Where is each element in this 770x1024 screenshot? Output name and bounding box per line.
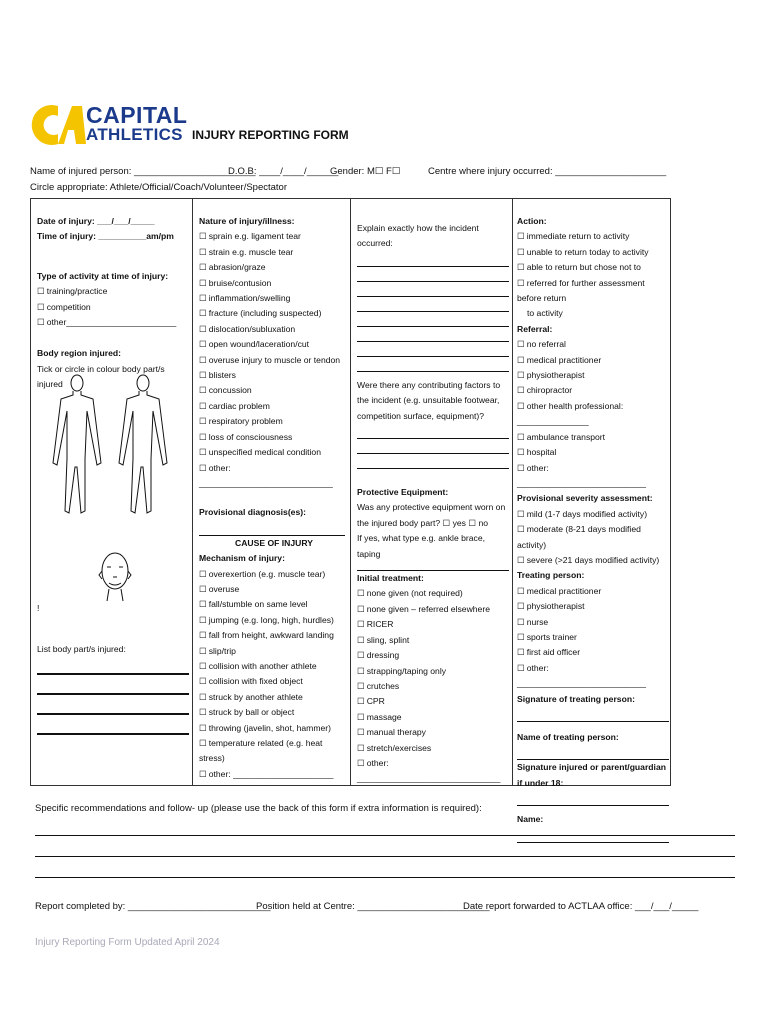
initial-item[interactable]: ☐ RICER (357, 617, 509, 632)
mechanism-item[interactable]: ☐ fall/stumble on same level (199, 597, 349, 612)
name-treating-line[interactable] (517, 745, 669, 760)
centre-field[interactable]: Centre where injury occurred: _____________________ (428, 166, 667, 177)
initial-item[interactable]: ☐ crutches (357, 679, 509, 694)
initial-item[interactable]: ☐ manual therapy (357, 725, 509, 740)
mechanism-item[interactable]: ☐ collision with fixed object (199, 674, 349, 689)
col-incident (357, 221, 509, 787)
initial-item[interactable]: ☐ strapping/taping only (357, 664, 509, 679)
nature-item[interactable]: ☐ open wound/laceration/cut (199, 337, 349, 352)
mechanism-item[interactable]: ☐ overexertion (e.g. muscle tear) (199, 567, 349, 582)
activity-training-checkbox[interactable]: ☐ training/practice (37, 284, 189, 299)
initial-item[interactable]: ☐ massage (357, 710, 509, 725)
col-nature (199, 214, 349, 782)
activity-other-checkbox[interactable]: ☐ other_______________________ (37, 315, 189, 330)
col-injury-info (37, 214, 189, 393)
nature-item[interactable]: ☐ abrasion/graze (199, 260, 349, 275)
sig-treating-label: Signature of treating person: (517, 693, 635, 704)
initial-item[interactable]: ☐ sling, splint (357, 633, 509, 648)
body-region-note: Tick or circle in colour body part/s injured (37, 363, 165, 390)
report-completed-field[interactable]: Report completed by: ___________________________ (35, 901, 271, 912)
circle-appropriate: Circle appropriate: Athlete/Official/Coach/Volunteer/Spectator (30, 182, 287, 193)
severity-heading: Provisional severity assessment: (517, 493, 653, 504)
explain-lines[interactable] (357, 252, 509, 372)
exclamation-mark: ! (37, 603, 40, 613)
action-item[interactable]: ☐ able to return but chose not to (517, 260, 669, 275)
form-title: INJURY REPORTING FORM (192, 128, 349, 142)
sig-treating-line[interactable] (517, 707, 669, 722)
referral-item[interactable]: ☐ other health professional: _______________ (517, 399, 669, 430)
logo-line2: ATHLETICS (86, 125, 183, 144)
factors-label: Were there any contributing factors to the incident (e.g. unsuitable footwear, competition surface, equipment)? (357, 379, 501, 421)
referral-heading: Referral: (517, 323, 553, 334)
name-treating-label: Name of treating person: (517, 732, 619, 742)
initial-item[interactable]: ☐ CPR (357, 694, 509, 709)
severity-item[interactable]: ☐ severe (>21 days modified activity) (517, 553, 669, 568)
mechanism-item[interactable]: ☐ collision with another athlete (199, 659, 349, 674)
nature-item[interactable]: ☐ dislocation/subluxation (199, 322, 349, 337)
mechanism-item[interactable]: ☐ fall from height, awkward landing (199, 628, 349, 643)
date-of-injury[interactable]: Date of injury: ___/___/_____ (37, 216, 155, 226)
nature-item[interactable]: ☐ respiratory problem (199, 414, 349, 429)
diagnosis-heading: Provisional diagnosis(es): (199, 507, 306, 518)
protective-type: If yes, what type e.g. ankle brace, taping (357, 533, 486, 559)
protective-line[interactable] (357, 562, 509, 571)
referral-item[interactable]: ☐ ambulance transport (517, 430, 669, 445)
action-item[interactable]: ☐ immediate return to activity (517, 229, 669, 244)
mechanism-item[interactable]: ☐ throwing (javelin, shot, hammer) (199, 721, 349, 736)
mechanism-item[interactable]: ☐ struck by ball or object (199, 705, 349, 720)
initial-heading: Initial treatment: (357, 573, 424, 584)
date-forwarded-field[interactable]: Date report forwarded to ACTLAA office: ___/___/_____ (463, 901, 699, 912)
factors-lines[interactable] (357, 424, 509, 469)
footer-note: Injury Reporting Form Updated April 2024 (35, 937, 220, 948)
mechanism-item[interactable]: ☐ jumping (e.g. long, high, hurdles) (199, 613, 349, 628)
cause-heading: CAUSE OF INJURY (235, 537, 313, 548)
nature-item[interactable]: ☐ unspecified medical condition (199, 445, 349, 460)
time-of-injury[interactable]: Time of injury: __________am/pm (37, 231, 174, 242)
treating-item[interactable]: ☐ first aid officer (517, 645, 669, 660)
initial-item[interactable]: ☐ none given (not required) (357, 586, 509, 601)
action-item[interactable]: ☐ unable to return today to activity (517, 245, 669, 260)
gender-field[interactable]: Gender: M☐ F☐ (330, 166, 401, 177)
sig-injured-line[interactable] (517, 791, 669, 806)
nature-item[interactable]: ☐ blisters (199, 368, 349, 383)
activity-heading: Type of activity at time of injury: (37, 270, 169, 281)
initial-item[interactable]: ☐ other: ______________________________ (357, 756, 509, 787)
mechanism-item[interactable]: ☐ struck by another athlete (199, 690, 349, 705)
position-field[interactable]: Position held at Centre: _________________________ (256, 901, 490, 912)
diagnosis-line[interactable] (199, 521, 345, 536)
body-region-heading: Body region injured: (37, 348, 122, 359)
severity-item[interactable]: ☐ mild (1-7 days modified activity) (517, 507, 669, 522)
nature-item[interactable]: ☐ concussion (199, 383, 349, 398)
injured-name-field[interactable]: Name of injured person: _______________________ (30, 166, 256, 177)
action-heading: Action: (517, 216, 547, 226)
nature-item[interactable]: ☐ cardiac problem (199, 399, 349, 414)
mechanism-heading: Mechanism of injury: (199, 553, 285, 564)
nature-item[interactable]: ☐ fracture (including suspected) (199, 306, 349, 321)
referral-item[interactable]: ☐ chiropractor (517, 383, 669, 398)
referral-item[interactable]: ☐ hospital (517, 445, 669, 460)
treating-item[interactable]: ☐ medical practitioner (517, 584, 669, 599)
nature-item[interactable]: ☐ inflammation/swelling (199, 291, 349, 306)
nature-item[interactable]: ☐ bruise/contusion (199, 276, 349, 291)
body-diagram-icon[interactable] (47, 371, 175, 611)
nature-item[interactable]: ☐ other: ____________________________ (199, 461, 349, 492)
logo-line1: CAPITAL (86, 102, 188, 128)
initial-item[interactable]: ☐ none given – referred elsewhere (357, 602, 509, 617)
nature-item[interactable]: ☐ loss of consciousness (199, 430, 349, 445)
nature-heading: Nature of injury/illness: (199, 216, 295, 226)
referral-item[interactable]: ☐ physiotherapist (517, 368, 669, 383)
nature-item[interactable]: ☐ strain e.g. muscle tear (199, 245, 349, 260)
nature-item[interactable]: ☐ overuse injury to muscle or tendon (199, 353, 349, 368)
treating-item[interactable]: ☐ nurse (517, 615, 669, 630)
treating-item[interactable]: ☐ sports trainer (517, 630, 669, 645)
treating-item[interactable]: ☐ other: ___________________________ (517, 661, 669, 692)
action-continued: to activity (527, 308, 563, 319)
initial-item[interactable]: ☐ dressing (357, 648, 509, 663)
body-parts-lines[interactable] (37, 655, 189, 735)
nature-item[interactable]: ☐ sprain e.g. ligament tear (199, 229, 349, 244)
treating-heading: Treating person: (517, 570, 585, 581)
initial-item[interactable]: ☐ stretch/exercises (357, 741, 509, 756)
referral-item[interactable]: ☐ medical practitioner (517, 353, 669, 368)
severity-item[interactable]: ☐ moderate (8-21 days modified activity) (517, 522, 669, 553)
recommendations-lines[interactable] (35, 815, 735, 878)
mechanism-item[interactable]: ☐ slip/trip (199, 644, 349, 659)
recommendations-label: Specific recommendations and follow- up (please use the back of this form if extra information is required): (35, 803, 482, 814)
activity-competition-checkbox[interactable]: ☐ competition (37, 300, 189, 315)
action-item[interactable]: ☐ referred for further assessment before return (517, 276, 669, 307)
protective-heading: Protective Equipment: (357, 487, 449, 498)
sig-injured-label: Signature injured or parent/guardian if under 18: (517, 762, 666, 788)
list-body-parts-label: List body part/s injured: (37, 644, 126, 654)
capital-athletics-logo (28, 100, 188, 150)
name-label: Name: (517, 814, 544, 825)
protective-question[interactable]: Was any protective equipment worn on the injured body part? ☐ yes ☐ no (357, 502, 506, 528)
treating-item[interactable]: ☐ physiotherapist (517, 599, 669, 614)
mechanism-item[interactable]: ☐ other: _____________________ (199, 767, 349, 782)
mechanism-item[interactable]: ☐ overuse (199, 582, 349, 597)
mechanism-item[interactable]: ☐ temperature related (e.g. heat stress) (199, 736, 349, 767)
referral-item[interactable]: ☐ no referral (517, 337, 669, 352)
logo-ca-mark-icon (28, 100, 86, 150)
dob-field[interactable]: D.O.B: ____/____/______ (228, 166, 339, 177)
explain-label: Explain exactly how the incident occurred: (357, 223, 479, 249)
col-action (517, 214, 669, 843)
referral-item[interactable]: ☐ other: ___________________________ (517, 461, 669, 492)
